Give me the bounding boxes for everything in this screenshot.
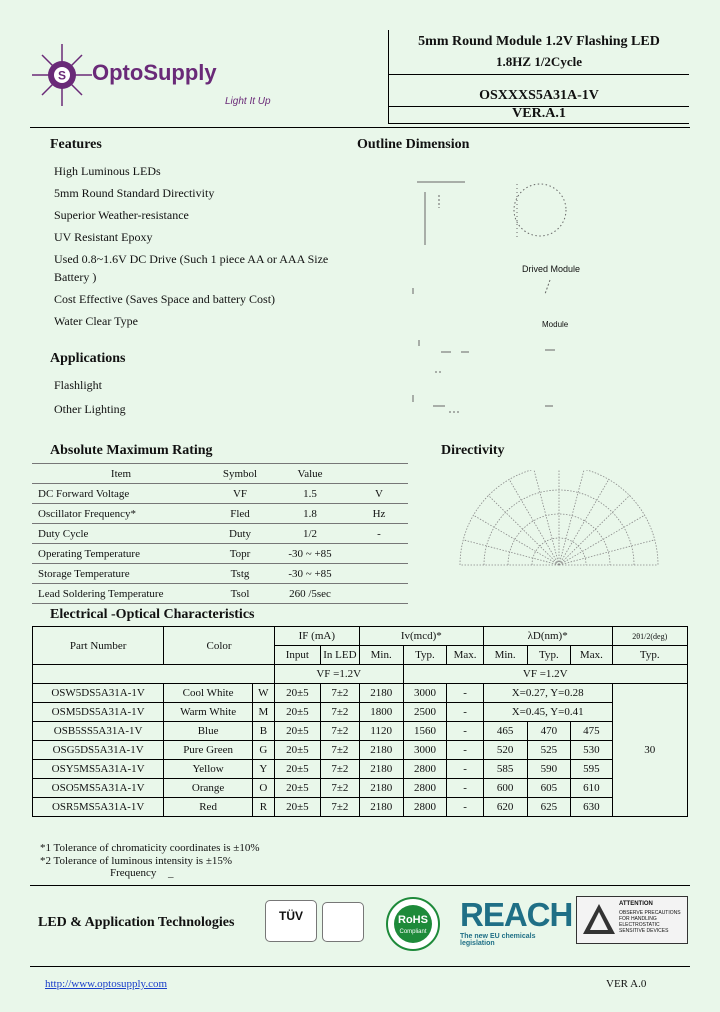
table-cell: 7±2 xyxy=(320,684,359,703)
eoc-condition-left: VF =1.2V xyxy=(274,665,403,684)
eoc-col-current: IF (mA) xyxy=(274,627,359,646)
table-cell: 2800 xyxy=(403,798,447,817)
table-cell: Storage Temperature xyxy=(32,564,210,584)
table-cell: Cool White xyxy=(164,684,253,703)
reach-sub-label: The new EU chemicals legislation xyxy=(460,933,536,947)
table-cell: Operating Temperature xyxy=(32,544,210,564)
amr-table xyxy=(32,463,408,604)
table-cell: 20±5 xyxy=(274,760,320,779)
doc-subtitle: 1.8HZ 1/2Cycle xyxy=(496,54,582,69)
footer-brand: LED & Application Technologies xyxy=(38,915,235,930)
table-cell xyxy=(252,665,274,684)
applications-heading: Applications xyxy=(50,351,126,366)
table-row xyxy=(33,665,688,684)
amr-heading: Absolute Maximum Rating xyxy=(50,443,213,458)
table-row xyxy=(33,703,688,722)
table-cell: Warm White xyxy=(164,703,253,722)
doc-title: 5mm Round Module 1.2V Flashing LED xyxy=(418,34,660,49)
table-cell: 470 xyxy=(527,722,571,741)
footer-rule xyxy=(30,885,690,886)
table-cell: OSW5DS5A31A-1V xyxy=(33,684,164,703)
table-cell: VF xyxy=(210,484,270,504)
tuv-label: TÜV xyxy=(279,909,303,923)
table-row xyxy=(32,504,408,524)
logo-tagline: Light It Up xyxy=(225,96,271,107)
eoc-col-in-led: In LED xyxy=(320,646,359,665)
eoc-condition-right: VF =1.2V xyxy=(403,665,687,684)
attention-sub-label: OBSERVE PRECAUTIONS FOR HANDLING ELECTROSTATIC SENSITIVE DEVICES xyxy=(619,910,681,934)
attention-label: ATTENTION xyxy=(619,901,653,907)
table-row xyxy=(32,564,408,584)
table-cell: Min. xyxy=(483,646,527,665)
table-cell: 590 xyxy=(527,760,571,779)
table-cell: Y xyxy=(252,760,274,779)
outline-drawing xyxy=(405,170,580,420)
table-cell: Duty Cycle xyxy=(32,524,210,544)
table-cell: 2500 xyxy=(403,703,447,722)
table-cell: Pure Green xyxy=(164,741,253,760)
table-cell xyxy=(350,584,408,604)
table-cell: 610 xyxy=(571,779,612,798)
tuv-badge xyxy=(265,900,317,942)
table-cell: 7±2 xyxy=(320,722,359,741)
table-cell: - xyxy=(447,798,483,817)
table-cell: DC Forward Voltage xyxy=(32,484,210,504)
amr-col-unit xyxy=(350,464,408,484)
outline-label-module: Module xyxy=(542,320,569,329)
application-item: Other Lighting xyxy=(54,402,126,416)
table-cell: 600 xyxy=(483,779,527,798)
table-cell: Lead Soldering Temperature xyxy=(32,584,210,604)
features-heading: Features xyxy=(50,137,102,152)
table-cell: - xyxy=(447,779,483,798)
table-cell: 20±5 xyxy=(274,779,320,798)
table-cell: OSY5MS5A31A-1V xyxy=(33,760,164,779)
eoc-col-intensity: Iv(mcd)* xyxy=(359,627,483,646)
table-cell: 2800 xyxy=(403,760,447,779)
table-cell: 2180 xyxy=(359,760,403,779)
table-row xyxy=(33,741,688,760)
table-cell: 7±2 xyxy=(320,760,359,779)
table-cell: OSR5MS5A31A-1V xyxy=(33,798,164,817)
table-cell: Hz xyxy=(350,504,408,524)
table-cell: Tsol xyxy=(210,584,270,604)
feature-item: UV Resistant Epoxy xyxy=(54,230,153,244)
table-cell: Yellow xyxy=(164,760,253,779)
header-box xyxy=(388,30,689,124)
frequency-label: Frequency xyxy=(110,867,157,879)
table-cell: 7±2 xyxy=(320,779,359,798)
table-cell: M xyxy=(252,703,274,722)
table-cell: 20±5 xyxy=(274,703,320,722)
table-cell: 20±5 xyxy=(274,741,320,760)
feature-item: High Luminous LEDs xyxy=(54,164,161,178)
application-item: Flashlight xyxy=(54,378,103,392)
table-row xyxy=(33,779,688,798)
rohs-sub-label: Compliant xyxy=(399,929,427,935)
features-list xyxy=(54,160,328,332)
applications-list xyxy=(54,373,126,421)
table-cell: 595 xyxy=(571,760,612,779)
table-cell: - xyxy=(447,722,483,741)
table-cell: - xyxy=(447,760,483,779)
eoc-col-color: Color xyxy=(164,627,275,665)
table-cell: 2180 xyxy=(359,779,403,798)
website-link[interactable]: http://www.optosupply.com xyxy=(45,978,168,990)
rohs-badge-icon xyxy=(378,896,448,952)
table-cell: R xyxy=(252,798,274,817)
table-cell: G xyxy=(252,741,274,760)
table-cell xyxy=(350,564,408,584)
eoc-note-2: *2 Tolerance of luminous intensity is ±15% xyxy=(40,855,233,867)
amr-header-row xyxy=(32,464,408,484)
amr-col-value: Value xyxy=(270,464,350,484)
reach-badge xyxy=(460,896,573,947)
table-cell: Typ. xyxy=(403,646,447,665)
amr-col-symbol: Symbol xyxy=(210,464,270,484)
certification-badge xyxy=(322,902,364,942)
part-number: OSXXXS5A31A-1V xyxy=(479,88,599,103)
table-cell: O xyxy=(252,779,274,798)
table-cell: 1.5 xyxy=(270,484,350,504)
table-cell: 3000 xyxy=(403,741,447,760)
table-cell: OSO5MS5A31A-1V xyxy=(33,779,164,798)
table-row xyxy=(33,722,688,741)
logo-name: OptoSupply xyxy=(92,60,217,85)
table-cell: 525 xyxy=(527,741,571,760)
table-cell: 1560 xyxy=(403,722,447,741)
table-cell: 20±5 xyxy=(274,684,320,703)
table-cell: 530 xyxy=(571,741,612,760)
esd-warning-icon xyxy=(581,902,617,936)
table-row xyxy=(32,524,408,544)
table-cell: OSG5DS5A31A-1V xyxy=(33,741,164,760)
table-cell: -30 ~ +85 xyxy=(270,564,350,584)
table-cell: 2180 xyxy=(359,684,403,703)
table-cell: 20±5 xyxy=(274,798,320,817)
amr-col-item: Item xyxy=(32,464,210,484)
feature-item: Cost Effective (Saves Space and battery Cost) xyxy=(54,292,276,306)
table-cell: Fled xyxy=(210,504,270,524)
eoc-col-wavelength: λD(nm)* xyxy=(483,627,612,646)
logo-badge-letter: S xyxy=(57,68,67,83)
table-cell: B xyxy=(252,722,274,741)
table-cell: X=0.27, Y=0.28 xyxy=(483,684,612,703)
table-cell: Max. xyxy=(447,646,483,665)
table-cell: Typ. xyxy=(612,646,687,665)
table-row xyxy=(32,584,408,604)
eoc-col-input: Input xyxy=(274,646,320,665)
table-cell: Oscillator Frequency* xyxy=(32,504,210,524)
doc-version: VER.A.1 xyxy=(512,106,566,121)
bottom-rule xyxy=(30,966,690,967)
eoc-col-part-number: Part Number xyxy=(33,627,164,665)
frequency-value: _ xyxy=(168,867,174,879)
table-cell: 475 xyxy=(571,722,612,741)
directivity-heading: Directivity xyxy=(441,443,505,458)
table-cell: 2180 xyxy=(359,741,403,760)
table-cell: 20±5 xyxy=(274,722,320,741)
table-cell: - xyxy=(350,524,408,544)
table-cell: 7±2 xyxy=(320,741,359,760)
table-cell: OSM5DS5A31A-1V xyxy=(33,703,164,722)
table-cell: 585 xyxy=(483,760,527,779)
table-cell: - xyxy=(447,684,483,703)
feature-item: 5mm Round Standard Directivity xyxy=(54,186,215,200)
table-cell: - xyxy=(447,703,483,722)
table-cell: W xyxy=(252,684,274,703)
table-cell: Red xyxy=(164,798,253,817)
table-cell: Orange xyxy=(164,779,253,798)
footer-version: VER A.0 xyxy=(606,978,647,990)
directivity-chart xyxy=(450,470,668,570)
table-cell: 7±2 xyxy=(320,703,359,722)
table-cell: 1800 xyxy=(359,703,403,722)
table-cell: Max. xyxy=(571,646,612,665)
table-cell: Topr xyxy=(210,544,270,564)
table-row xyxy=(33,627,688,646)
table-cell: 2180 xyxy=(359,798,403,817)
rohs-label: RoHS xyxy=(398,914,428,926)
feature-item: Water Clear Type xyxy=(54,314,138,328)
table-row xyxy=(32,544,408,564)
feature-item: Superior Weather-resistance xyxy=(54,208,189,222)
table-row xyxy=(33,760,688,779)
table-cell xyxy=(33,665,253,684)
eoc-col-angle: 2θ1/2(deg) xyxy=(612,627,687,646)
table-cell: 7±2 xyxy=(320,798,359,817)
header-rule xyxy=(30,127,690,128)
table-cell xyxy=(350,544,408,564)
feature-item: Battery ) xyxy=(54,270,97,284)
table-cell: Tstg xyxy=(210,564,270,584)
table-row xyxy=(33,684,688,703)
table-cell: Typ. xyxy=(527,646,571,665)
table-row xyxy=(33,798,688,817)
table-cell: 520 xyxy=(483,741,527,760)
eoc-note-1: *1 Tolerance of chromaticity coordinates is ±10% xyxy=(40,842,260,854)
eoc-table xyxy=(32,626,688,817)
table-cell: 625 xyxy=(527,798,571,817)
feature-item: Used 0.8~1.6V DC Drive (Such 1 piece AA or AAA Size xyxy=(54,252,329,266)
reach-label: REACH xyxy=(460,896,573,933)
esd-attention-badge xyxy=(576,896,688,944)
table-cell: 465 xyxy=(483,722,527,741)
table-cell: - xyxy=(447,741,483,760)
table-cell: OSB5SS5A31A-1V xyxy=(33,722,164,741)
table-cell: 605 xyxy=(527,779,571,798)
table-cell: -30 ~ +85 xyxy=(270,544,350,564)
table-cell: 630 xyxy=(571,798,612,817)
eoc-heading: Electrical -Optical Characteristics xyxy=(50,607,255,622)
table-cell: Duty xyxy=(210,524,270,544)
table-cell: 1120 xyxy=(359,722,403,741)
outline-heading: Outline Dimension xyxy=(357,137,470,152)
table-cell: 620 xyxy=(483,798,527,817)
table-cell: Blue xyxy=(164,722,253,741)
table-cell: 260 /5sec xyxy=(270,584,350,604)
table-row xyxy=(32,484,408,504)
eoc-angle-value: 30 xyxy=(612,684,687,817)
table-cell: 2800 xyxy=(403,779,447,798)
table-cell: 3000 xyxy=(403,684,447,703)
table-cell: X=0.45, Y=0.41 xyxy=(483,703,612,722)
outline-label-drived: Drived Module xyxy=(522,264,581,274)
table-cell: Min. xyxy=(359,646,403,665)
table-cell: 1.8 xyxy=(270,504,350,524)
table-cell: V xyxy=(350,484,408,504)
table-cell: 1/2 xyxy=(270,524,350,544)
sun-logo-icon xyxy=(30,42,94,108)
company-logo xyxy=(30,42,290,122)
